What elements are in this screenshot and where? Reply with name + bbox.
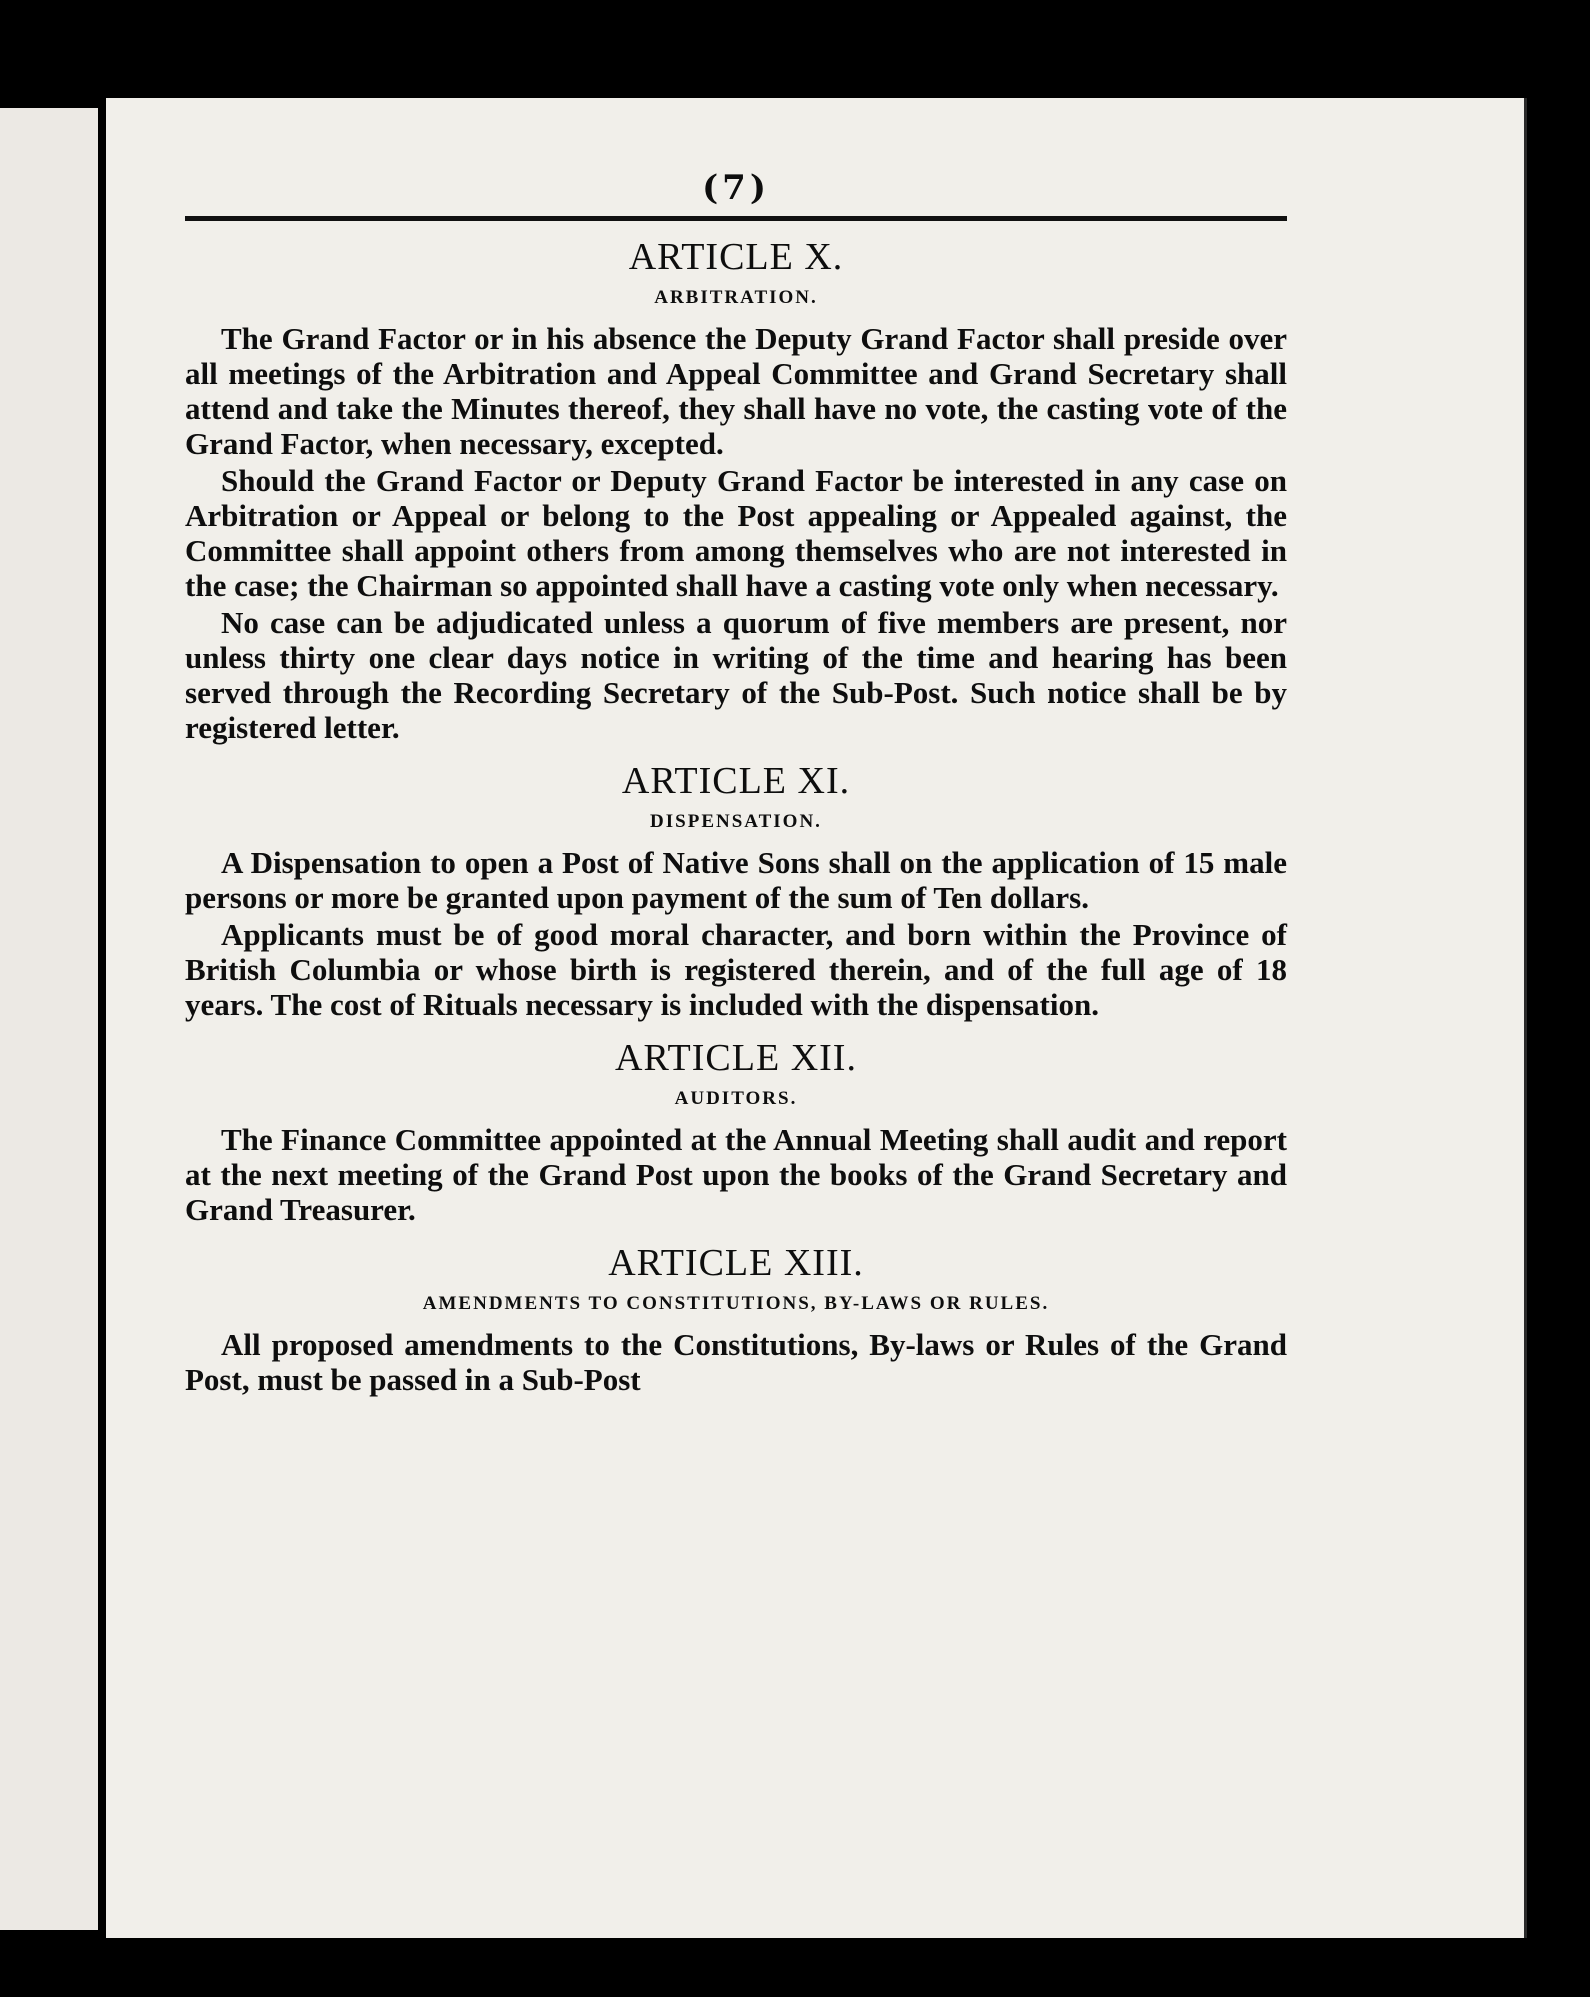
article-subheading: AUDITORS. — [674, 1088, 798, 1109]
paragraph: Applicants must be of good moral character, and born within the Province of British Columbia or whose birth is registered therein, and of the full age of 18 years. The cost of Rituals necessary is included with the dispensation. — [185, 917, 1287, 1022]
page-number: (7) — [702, 168, 770, 208]
paragraph: The Grand Factor or in his absence the Deputy Grand Factor shall preside over all meetings of the Arbitration and Appeal Committee and Grand Secretary shall attend and take the Minutes thereof, they shall have no vote, the casting vote of the Grand Factor, when necessary, excepted. — [185, 321, 1287, 461]
article-heading: ARTICLE XIII. — [608, 1242, 864, 1284]
article-heading: ARTICLE XI. — [621, 760, 851, 802]
paragraph: All proposed amendments to the Constitutions, By-laws or Rules of the Grand Post, must be passed in a Sub-Post — [185, 1327, 1287, 1397]
article-subheading: DISPENSATION. — [650, 811, 822, 832]
article-heading: ARTICLE X. — [628, 236, 844, 278]
paragraph: The Finance Committee appointed at the Annual Meeting shall audit and report at the next meeting of the Grand Post upon the books of the Grand Secretary and Grand Treasurer. — [185, 1122, 1287, 1227]
left-page-edge — [0, 108, 98, 1930]
article-xii — [185, 1036, 1287, 1227]
paragraph: Should the Grand Factor or Deputy Grand Factor be interested in any case on Arbitration or Appeal or belong to the Post appealing or Appealed against, the Committee shall appoint others from among themselves who are not interested in the case; the Chairman so appointed shall have a casting vote only when necessary. — [185, 463, 1287, 603]
article-xi — [185, 759, 1287, 1022]
article-heading: ARTICLE XII. — [615, 1037, 857, 1079]
paragraph: A Dispensation to open a Post of Native Sons shall on the application of 15 male persons or more be granted upon payment of the sum of Ten dollars. — [185, 845, 1287, 915]
header-rule — [185, 216, 1287, 221]
article-subheading: AMENDMENTS TO CONSTITUTIONS, BY-LAWS OR RULES. — [422, 1293, 1050, 1314]
article-subheading: ARBITRATION. — [654, 287, 818, 308]
article-xiii — [185, 1241, 1287, 1397]
page-content — [185, 168, 1287, 1411]
paragraph: No case can be adjudicated unless a quorum of five members are present, nor unless thirty one clear days notice in writing of the time and hearing has been served through the Recording Secretary of the Sub-Post. Such notice shall be by registered letter. — [185, 605, 1287, 745]
article-x — [185, 235, 1287, 745]
